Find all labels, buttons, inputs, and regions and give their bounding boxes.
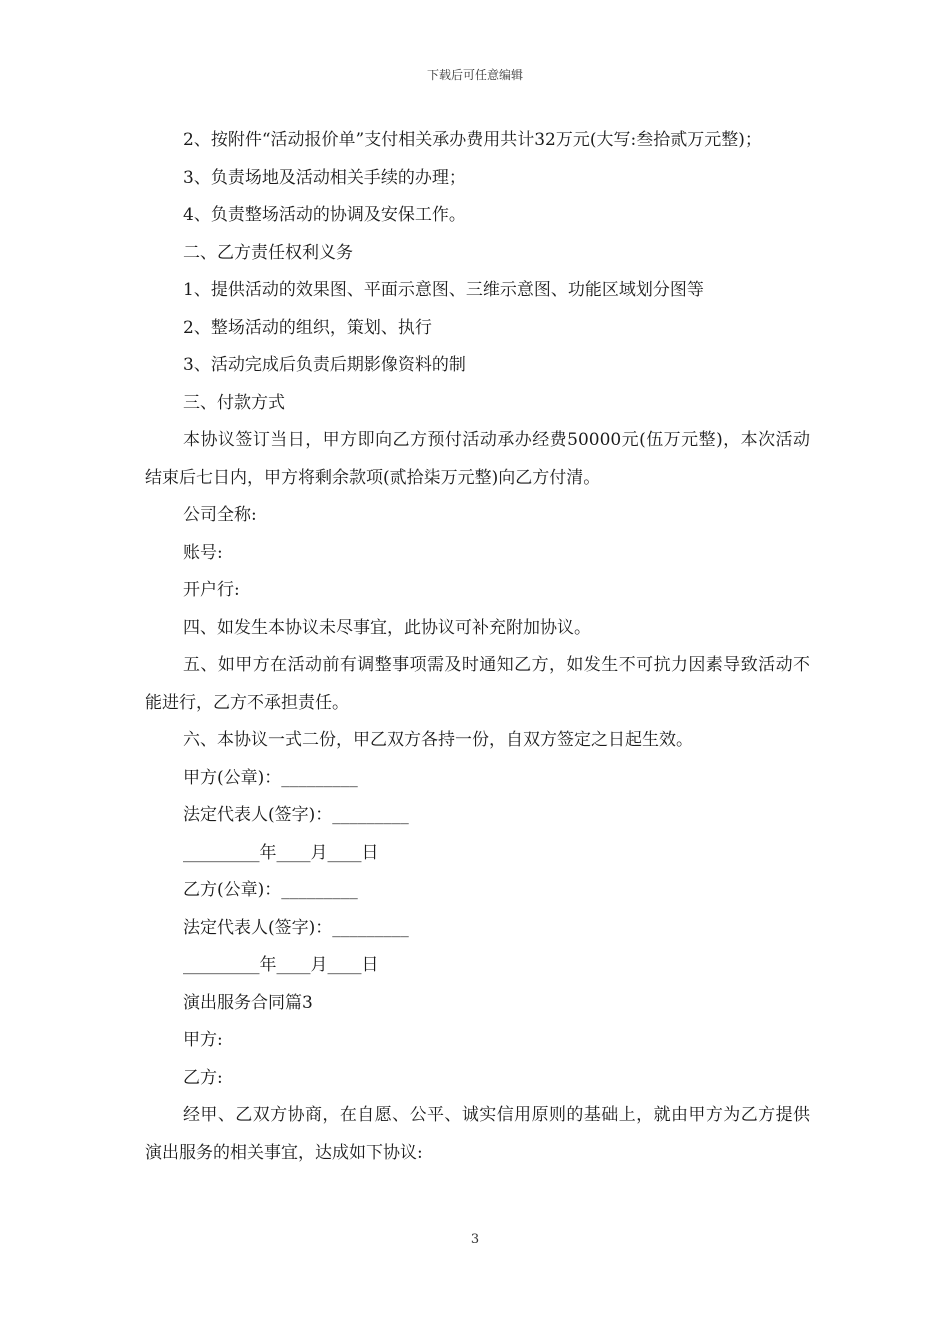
paragraph: 1、提供活动的效果图、平面示意图、三维示意图、功能区域划分图等 [183,280,704,300]
signature-line: 法定代表人(签字)：_________ [183,805,409,825]
paragraph: 六、本协议一式二份，甲乙双方各持一份，自双方签定之日起生效。 [183,730,693,750]
section-heading: 二、乙方责任权利义务 [183,242,353,263]
paragraph: 3、负责场地及活动相关手续的办理； [183,167,466,188]
signature-line: 乙方(公章)：_________ [183,880,358,900]
party-b-field: 乙方: [183,1067,223,1088]
paragraph: 五、如甲方在活动前有调整事项需及时通知乙方，如发生不可抗力因素导致活动不能进行，乙方不承担责任。 [145,655,810,713]
document-body [145,122,810,1172]
paragraph: 本协议签订当日，甲方即向乙方预付活动承办经费50000元(伍万元整)，本次活动结束后七日内，甲方将剩余款项(贰拾柒万元整)向乙方付清。 [145,430,810,488]
section-title: 演出服务合同篇3 [183,992,313,1013]
date-line: _________年____月____日 [183,842,379,863]
field-account-number: 账号: [183,542,223,563]
signature-line: 甲方(公章)：_________ [183,767,358,788]
paragraph: 四、如发生本协议未尽事宜，此协议可补充附加协议。 [183,617,591,638]
field-bank: 开户行: [183,580,240,600]
paragraph: 2、整场活动的组织，策划、执行 [183,317,432,338]
paragraph: 经甲、乙双方协商，在自愿、公平、诚实信用原则的基础上，就由甲方为乙方提供演出服务的相关事宜，达成如下协议: [145,1105,810,1163]
paragraph: 2、按附件“活动报价单”支付相关承办费用共计32万元(大写:叁拾贰万元整)； [183,130,762,150]
date-line: _________年____月____日 [183,955,379,975]
section-heading: 三、付款方式 [183,392,285,413]
page-number: 3 [470,1232,480,1247]
page-header: 下载后可任意编辑 [426,68,523,82]
signature-line: 法定代表人(签字)：_________ [183,917,409,938]
party-a-field: 甲方: [183,1030,223,1050]
field-company-name: 公司全称: [183,505,257,525]
paragraph: 3、活动完成后负责后期影像资料的制 [183,355,466,375]
paragraph: 4、负责整场活动的协调及安保工作。 [183,205,466,225]
